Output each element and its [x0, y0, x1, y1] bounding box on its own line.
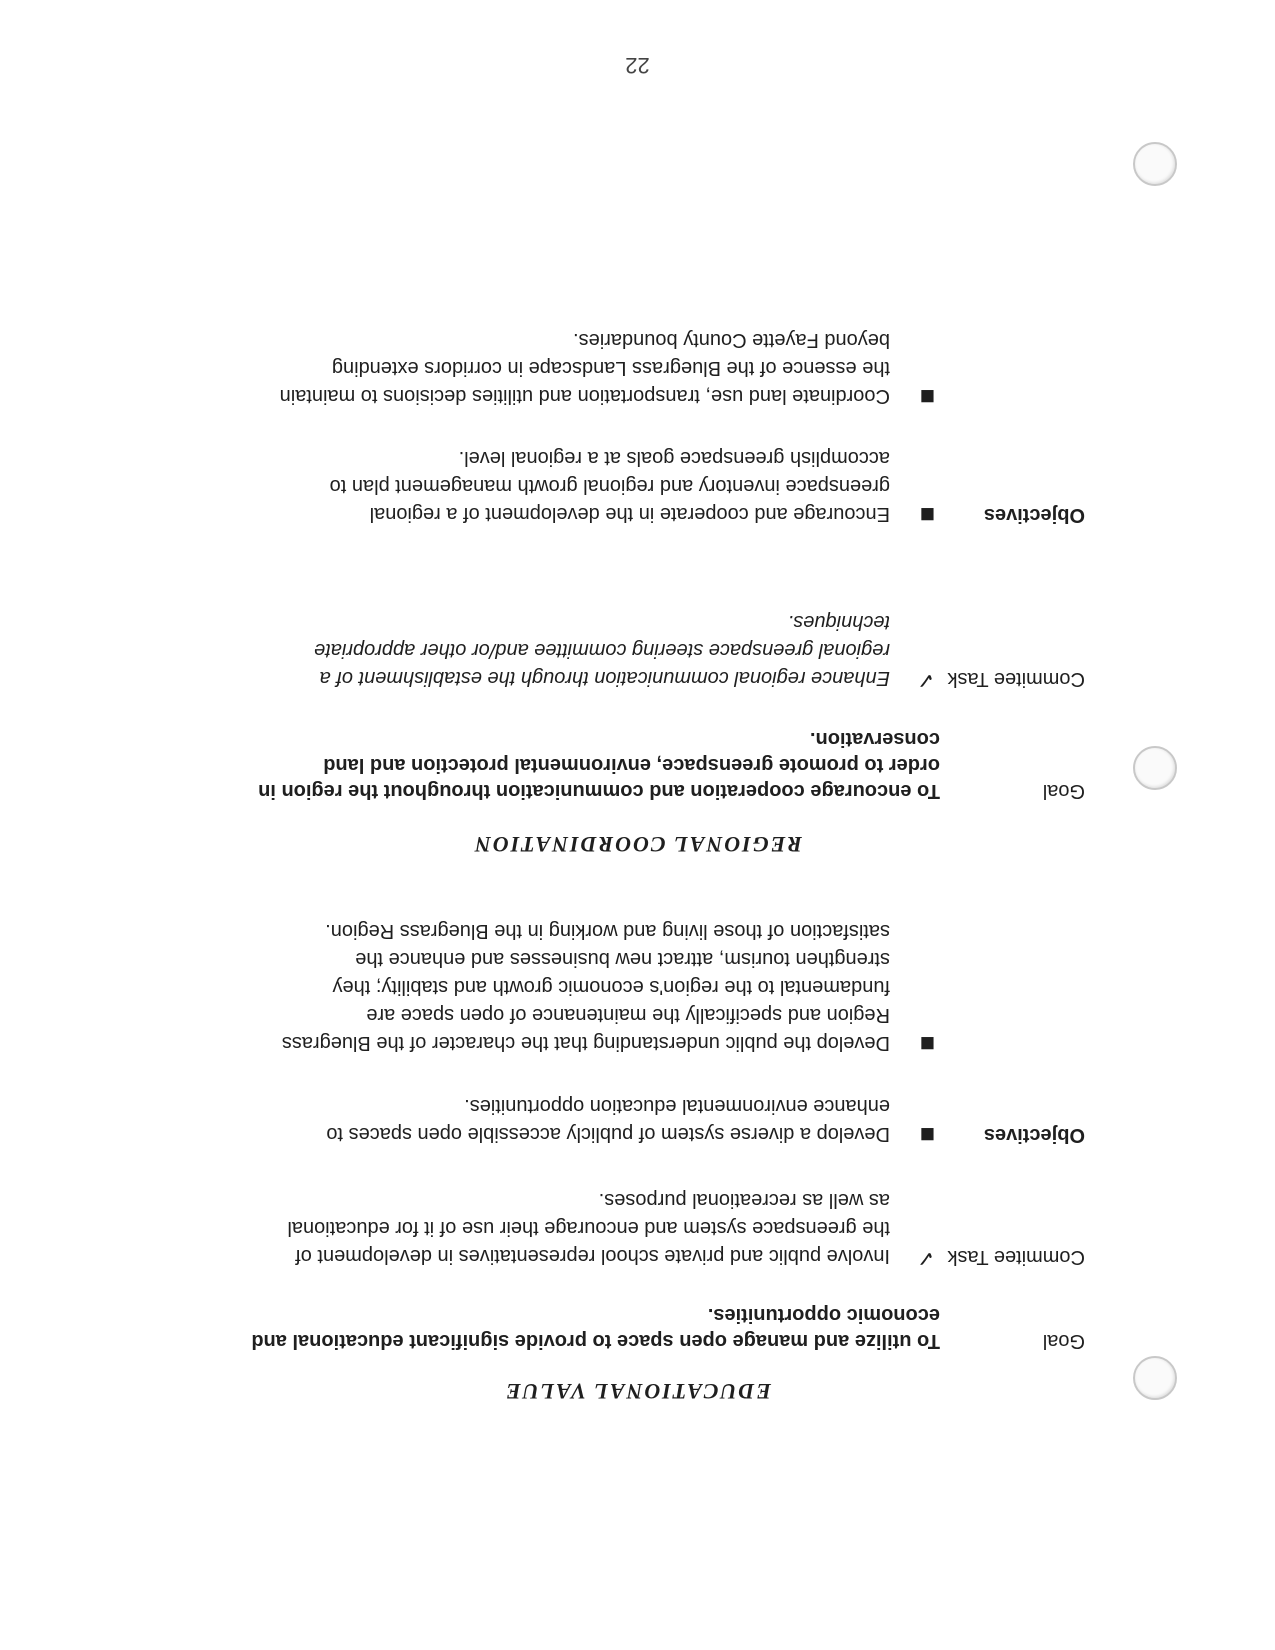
goal-label: Goal [1042, 1330, 1085, 1352]
binder-hole-bottom [1133, 142, 1177, 186]
objective-text: Develop a diverse system of publicly accessible open spaces to enhance environmental education opportunities. [326, 1095, 890, 1145]
checkmark-icon: ✓ [916, 667, 935, 692]
objective-text: Encourage and cooperate in the development of a regional greenspace inventory and regional growth management plan to accomplish greenspace goals at a regional level. [329, 447, 890, 525]
objective-text: Coordinate land use, transportation and utilities decisions to maintain the essence of the Bluegrass Landscape in corridors extending beyond Fayette County boundaries. [279, 329, 890, 407]
section-title-regional-coordination: REGIONAL COORDINATION [472, 832, 803, 857]
page-number: 22 [625, 53, 650, 78]
objective-text: Develop the public understanding that the character of the Bluegrass Region and specifically the maintenance of open space are fundamental to the region's economic growth and stability; they strengthen tourism, attract new businesses and enhance the satisfaction of those living and working in the Bluegrass Region. [281, 920, 890, 1054]
checkmark-icon: ✓ [916, 1245, 935, 1270]
task-text: Enhance regional communication through the establishment of a regional greenspace steering committee and/or other appropriate techniques. [314, 611, 890, 689]
square-bullet-icon: ■ [919, 1126, 935, 1145]
task-text: Involve public and private school representatives in development of the greenspace system and encourage their use of it for educational as well as recreational purposes. [287, 1189, 890, 1267]
square-bullet-icon: ■ [919, 506, 935, 525]
square-bullet-icon: ■ [919, 1035, 935, 1054]
goal-text: To encourage cooperation and communication throughout the region in order to promote greenspace, environmental protection and land conservation. [258, 728, 940, 802]
objectives-label: Objectives [983, 504, 1085, 526]
task-label: Commitee Task [947, 668, 1085, 690]
square-bullet-icon: ■ [919, 388, 935, 407]
goal-text: To utilize and manage open space to provide significant educational and economic opportunities. [251, 1304, 940, 1352]
binder-hole-middle [1133, 746, 1177, 790]
goal-label: Goal [1042, 780, 1085, 802]
task-label: Commitee Task [947, 1246, 1085, 1268]
objectives-label: Objectives [983, 1124, 1085, 1146]
section-title-educational-value: EDUCATIONAL VALUE [504, 1379, 771, 1404]
